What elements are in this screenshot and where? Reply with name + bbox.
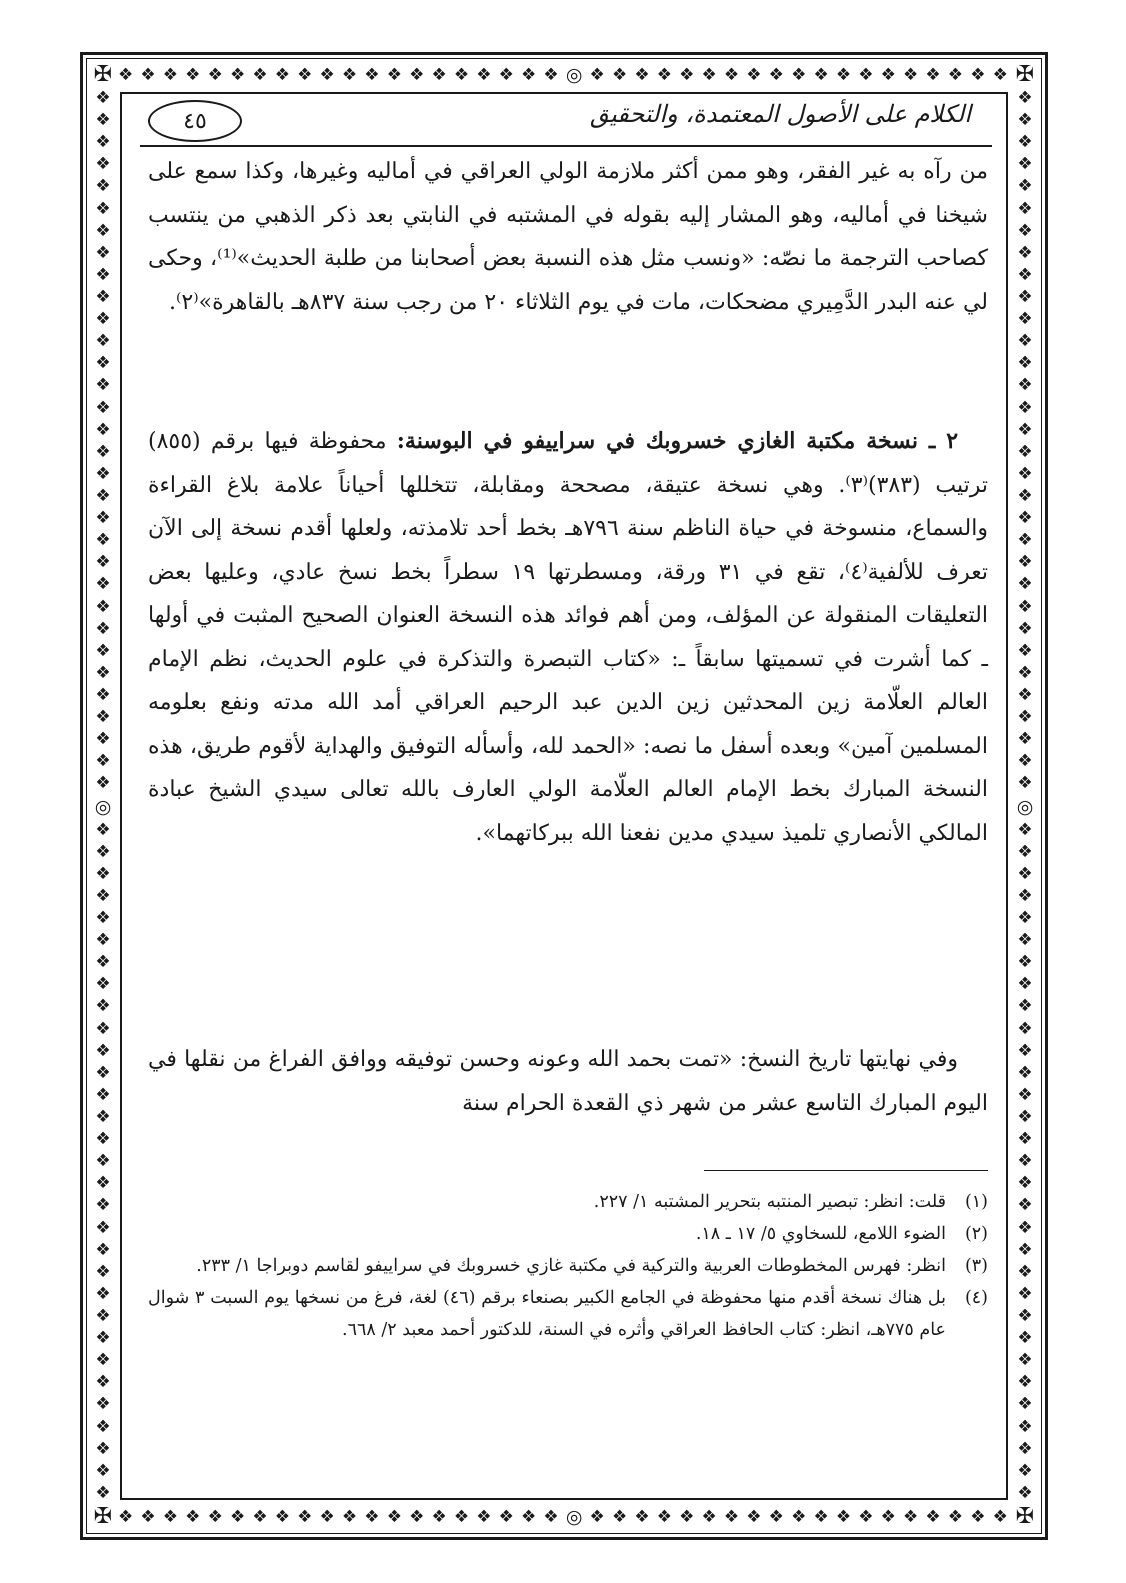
diamond-ornament-icon: ❖ — [297, 64, 313, 85]
diamond-ornament-icon: ❖ — [95, 996, 111, 1017]
diamond-ornament-icon: ❖ — [880, 64, 896, 85]
diamond-ornament-icon: ❖ — [95, 952, 111, 973]
diamond-ornament-icon: ❖ — [1017, 1062, 1033, 1083]
diamond-ornament-icon: ❖ — [1017, 530, 1033, 551]
diamond-ornament-icon: ❖ — [701, 1506, 717, 1527]
diamond-ornament-icon: ❖ — [1017, 1239, 1033, 1260]
diamond-ornament-icon: ❖ — [679, 1506, 695, 1527]
corner-ornament-icon: ✠ — [1015, 62, 1035, 87]
footnote-text: الضوء اللامع، للسخاوي ٥/ ١٧ ـ ١٨. — [695, 1224, 946, 1244]
diamond-ornament-icon: ❖ — [409, 64, 425, 85]
diamond-ornament-icon: ❖ — [1017, 662, 1033, 683]
diamond-ornament-icon: ❖ — [95, 176, 111, 197]
diamond-ornament-icon: ❖ — [185, 1506, 201, 1527]
diamond-ornament-icon: ❖ — [1017, 1261, 1033, 1282]
diamond-ornament-icon: ❖ — [1017, 729, 1033, 750]
diamond-ornament-icon: ❖ — [95, 1084, 111, 1105]
header-rule — [140, 145, 992, 147]
diamond-ornament-icon: ❖ — [1017, 353, 1033, 374]
diamond-ornament-icon: ❖ — [992, 64, 1008, 85]
diamond-ornament-icon: ❖ — [1017, 397, 1033, 418]
section-heading: ٢ ـ نسخة مكتبة الغازي خسروبك في سراييفو في البوسنة: — [396, 428, 959, 454]
diamond-ornament-icon: ❖ — [1017, 242, 1033, 263]
diamond-ornament-icon: ❖ — [476, 1506, 492, 1527]
diamond-ornament-icon: ❖ — [1017, 331, 1033, 352]
footnote-text: قلت: انظر: تبصير المنتبه بتحرير المشتبه ١/ ٢٢٧. — [593, 1192, 946, 1212]
diamond-ornament-icon: ❖ — [1017, 1283, 1033, 1304]
diamond-ornament-icon: ❖ — [791, 64, 807, 85]
footnote-text: انظر: فهرس المخطوطات العربية والتركية في مكتبة غازي خسروبك في سراييفو لقاسم دوبراجا ١/ ٢٣٣. — [196, 1256, 946, 1276]
footnotes — [148, 1186, 988, 1346]
diamond-ornament-icon: ❖ — [498, 1506, 514, 1527]
diamond-ornament-icon: ❖ — [835, 1506, 852, 1527]
diamond-ornament-icon: ❖ — [1017, 1107, 1033, 1128]
diamond-ornament-icon: ❖ — [364, 1506, 380, 1527]
diamond-ornament-icon: ❖ — [835, 64, 852, 85]
diamond-ornament-icon: ❖ — [1017, 1328, 1033, 1349]
diamond-ornament-icon: ❖ — [925, 1506, 941, 1527]
diamond-ornament-icon: ❖ — [95, 1062, 111, 1083]
diamond-ornament-icon: ❖ — [813, 1506, 829, 1527]
diamond-ornament-icon: ❖ — [1017, 1482, 1033, 1502]
ring-ornament-icon: ◎ — [1016, 795, 1034, 818]
ornament-strip-right — [1010, 90, 1040, 1502]
diamond-ornament-icon: ❖ — [1017, 1129, 1033, 1150]
diamond-ornament-icon: ❖ — [95, 1239, 111, 1260]
diamond-ornament-icon: ❖ — [903, 1506, 919, 1527]
diamond-ornament-icon: ❖ — [95, 1283, 111, 1304]
diamond-ornament-icon: ❖ — [589, 1506, 605, 1527]
diamond-ornament-icon: ❖ — [679, 64, 695, 85]
diamond-ornament-icon: ❖ — [1017, 1438, 1033, 1459]
diamond-ornament-icon: ❖ — [319, 64, 335, 85]
diamond-ornament-icon: ❖ — [1017, 1394, 1033, 1415]
main-text — [148, 150, 988, 324]
diamond-ornament-icon: ❖ — [521, 64, 537, 85]
corner-ornament-icon: ✠ — [93, 62, 113, 87]
diamond-ornament-icon: ❖ — [95, 463, 111, 484]
diamond-ornament-icon: ❖ — [95, 1482, 111, 1502]
diamond-ornament-icon: ❖ — [1017, 1018, 1033, 1039]
ring-ornament-icon: ◎ — [94, 795, 112, 818]
diamond-ornament-icon: ❖ — [611, 64, 628, 85]
diamond-ornament-icon: ❖ — [1017, 176, 1033, 197]
diamond-ornament-icon: ❖ — [95, 264, 111, 285]
diamond-ornament-icon: ❖ — [95, 930, 111, 951]
diamond-ornament-icon: ❖ — [1017, 1173, 1033, 1194]
footnote-number: (٣) — [964, 1256, 988, 1276]
footnote-4 — [148, 1282, 988, 1346]
diamond-ornament-icon: ❖ — [229, 1506, 246, 1527]
diamond-ornament-icon: ❖ — [95, 574, 111, 595]
diamond-ornament-icon: ❖ — [252, 1506, 268, 1527]
diamond-ornament-icon: ❖ — [185, 64, 201, 85]
diamond-ornament-icon: ❖ — [1017, 819, 1033, 840]
diamond-ornament-icon: ❖ — [95, 974, 111, 995]
main-text-section-2 — [148, 420, 988, 855]
diamond-ornament-icon: ❖ — [1017, 574, 1033, 595]
diamond-ornament-icon: ❖ — [1017, 996, 1033, 1017]
diamond-ornament-icon: ❖ — [1017, 309, 1033, 330]
diamond-ornament-icon: ❖ — [95, 863, 111, 884]
diamond-ornament-icon: ❖ — [95, 885, 111, 906]
diamond-ornament-icon: ❖ — [95, 508, 111, 529]
diamond-ornament-icon: ❖ — [341, 1506, 358, 1527]
diamond-ornament-icon: ❖ — [1017, 841, 1033, 862]
diamond-ornament-icon: ❖ — [903, 64, 919, 85]
diamond-ornament-icon: ❖ — [947, 64, 964, 85]
diamond-ornament-icon: ❖ — [95, 441, 111, 462]
diamond-ornament-icon: ❖ — [1017, 974, 1033, 995]
diamond-ornament-icon: ❖ — [95, 242, 111, 263]
diamond-ornament-icon: ❖ — [1017, 1217, 1033, 1238]
footnote-number: (٤) — [964, 1288, 988, 1308]
diamond-ornament-icon: ❖ — [95, 1394, 111, 1415]
diamond-ornament-icon: ❖ — [1017, 264, 1033, 285]
diamond-ornament-icon: ❖ — [1017, 640, 1033, 661]
diamond-ornament-icon: ❖ — [95, 485, 111, 506]
corner-ornament-icon: ✠ — [93, 1504, 113, 1529]
diamond-ornament-icon: ❖ — [95, 1217, 111, 1238]
footnote-3 — [148, 1250, 988, 1282]
diamond-ornament-icon: ❖ — [1017, 286, 1033, 307]
diamond-ornament-icon: ❖ — [1017, 1416, 1033, 1437]
diamond-ornament-icon: ❖ — [858, 64, 874, 85]
diamond-ornament-icon: ❖ — [95, 908, 111, 929]
diamond-ornament-icon: ❖ — [1017, 618, 1033, 639]
diamond-ornament-icon: ❖ — [521, 1506, 537, 1527]
diamond-ornament-icon: ❖ — [768, 64, 784, 85]
diamond-ornament-icon: ❖ — [207, 1506, 223, 1527]
diamond-ornament-icon: ❖ — [162, 64, 179, 85]
diamond-ornament-icon: ❖ — [95, 331, 111, 352]
ornament-strip-bottom — [118, 1502, 1008, 1532]
footnote-separator — [704, 1170, 988, 1171]
diamond-ornament-icon: ❖ — [95, 751, 111, 772]
diamond-ornament-icon: ❖ — [1017, 1195, 1033, 1216]
running-head-title: الكلام على الأصول المعتمدة، والتحقيق — [590, 100, 971, 128]
diamond-ornament-icon: ❖ — [409, 1506, 425, 1527]
diamond-ornament-icon: ❖ — [791, 1506, 807, 1527]
diamond-ornament-icon: ❖ — [746, 64, 762, 85]
footnote-text: بل هناك نسخة أقدم منها محفوظة في الجامع الكبير بصنعاء برقم (٤٦) لغة، فرغ من نسخها يوم السبت ٣ شوال عام ٧٧٥هـ، انظر: كتاب الحافظ العراقي وأثره في السنة، للدكتور أحمد معبد ٢/ ٦٦٨. — [148, 1288, 946, 1340]
diamond-ornament-icon: ❖ — [162, 1506, 179, 1527]
diamond-ornament-icon: ❖ — [95, 618, 111, 639]
diamond-ornament-icon: ❖ — [634, 64, 650, 85]
diamond-ornament-icon: ❖ — [95, 773, 111, 794]
diamond-ornament-icon: ❖ — [95, 1416, 111, 1437]
diamond-ornament-icon: ❖ — [95, 1151, 111, 1172]
diamond-ornament-icon: ❖ — [140, 64, 156, 85]
diamond-ornament-icon: ❖ — [1017, 1372, 1033, 1393]
diamond-ornament-icon: ❖ — [1017, 885, 1033, 906]
diamond-ornament-icon: ❖ — [543, 1506, 559, 1527]
diamond-ornament-icon: ❖ — [95, 1129, 111, 1150]
diamond-ornament-icon: ❖ — [229, 64, 246, 85]
diamond-ornament-icon: ❖ — [880, 1506, 896, 1527]
paragraph-3: وفي نهايتها تاريخ النسخ: «تمت بحمد الله وعونه وحسن توفيقه ووافق الفراغ من نقلها في اليوم المبارك التاسع عشر من شهر ذي القعدة الحرام سنة — [148, 1047, 988, 1116]
diamond-ornament-icon: ❖ — [95, 419, 111, 440]
diamond-ornament-icon: ❖ — [589, 64, 605, 85]
diamond-ornament-icon: ❖ — [95, 309, 111, 330]
diamond-ornament-icon: ❖ — [1017, 132, 1033, 153]
diamond-ornament-icon: ❖ — [95, 1438, 111, 1459]
diamond-ornament-icon: ❖ — [634, 1506, 650, 1527]
diamond-ornament-icon: ❖ — [95, 132, 111, 153]
paragraph-1: من رآه به غير الفقر، وهو ممن أكثر ملازمة الولي العراقي في أماليه وغيرها، وكذا سمع على شيخنا في أماليه، وهو المشار إليه بقوله في المشتبه في النابتي بعد ذكر الذهبي من ينتسب كصاحب الترجمة ما نصّه: «ونسب مثل هذه النسبة بعض أصحابنا من طلبة الحديث»⁽¹⁾، وحكى لي عنه البدر الدَّمِيري مضحكات، مات في يوم الثلاثاء ٢٠ من رجب سنة ٨٣٧هـ بالقاهرة»⁽٢⁾. — [148, 159, 988, 315]
diamond-ornament-icon: ❖ — [274, 64, 290, 85]
diamond-ornament-icon: ❖ — [768, 1506, 784, 1527]
diamond-ornament-icon: ❖ — [1017, 220, 1033, 241]
diamond-ornament-icon: ❖ — [386, 64, 402, 85]
diamond-ornament-icon: ❖ — [95, 220, 111, 241]
footnote-1 — [148, 1186, 988, 1218]
diamond-ornament-icon: ❖ — [1017, 952, 1033, 973]
diamond-ornament-icon: ❖ — [95, 375, 111, 396]
diamond-ornament-icon: ❖ — [1017, 684, 1033, 705]
diamond-ornament-icon: ❖ — [95, 662, 111, 683]
diamond-ornament-icon: ❖ — [95, 1195, 111, 1216]
diamond-ornament-icon: ❖ — [1017, 485, 1033, 506]
page-number: ٤٥ — [148, 100, 242, 142]
diamond-ornament-icon: ❖ — [1017, 863, 1033, 884]
ornament-strip-left — [88, 90, 118, 1502]
diamond-ornament-icon: ❖ — [95, 110, 111, 131]
ring-ornament-icon: ◎ — [565, 63, 583, 86]
diamond-ornament-icon: ❖ — [611, 1506, 628, 1527]
main-text-section-3 — [148, 1038, 988, 1125]
diamond-ornament-icon: ❖ — [319, 1506, 335, 1527]
diamond-ornament-icon: ❖ — [1017, 751, 1033, 772]
diamond-ornament-icon: ❖ — [1017, 1306, 1033, 1327]
diamond-ornament-icon: ❖ — [1017, 930, 1033, 951]
diamond-ornament-icon: ❖ — [1017, 707, 1033, 728]
diamond-ornament-icon: ❖ — [970, 64, 986, 85]
diamond-ornament-icon: ❖ — [274, 1506, 290, 1527]
diamond-ornament-icon: ❖ — [95, 1306, 111, 1327]
diamond-ornament-icon: ❖ — [95, 353, 111, 374]
diamond-ornament-icon: ❖ — [95, 1040, 111, 1061]
diamond-ornament-icon: ❖ — [701, 64, 717, 85]
diamond-ornament-icon: ❖ — [723, 1506, 740, 1527]
diamond-ornament-icon: ❖ — [925, 64, 941, 85]
diamond-ornament-icon: ❖ — [1017, 90, 1033, 108]
diamond-ornament-icon: ❖ — [453, 64, 470, 85]
diamond-ornament-icon: ❖ — [95, 707, 111, 728]
diamond-ornament-icon: ❖ — [95, 530, 111, 551]
diamond-ornament-icon: ❖ — [95, 729, 111, 750]
diamond-ornament-icon: ❖ — [656, 64, 672, 85]
diamond-ornament-icon: ❖ — [95, 1460, 111, 1481]
diamond-ornament-icon: ❖ — [297, 1506, 313, 1527]
diamond-ornament-icon: ❖ — [1017, 154, 1033, 175]
paragraph-2 — [148, 420, 988, 855]
diamond-ornament-icon: ❖ — [970, 1506, 986, 1527]
diamond-ornament-icon: ❖ — [95, 1018, 111, 1039]
diamond-ornament-icon: ❖ — [118, 1506, 134, 1527]
diamond-ornament-icon: ❖ — [1017, 110, 1033, 131]
diamond-ornament-icon: ❖ — [1017, 1084, 1033, 1105]
diamond-ornament-icon: ❖ — [1017, 773, 1033, 794]
diamond-ornament-icon: ❖ — [947, 1506, 964, 1527]
diamond-ornament-icon: ❖ — [723, 64, 740, 85]
diamond-ornament-icon: ❖ — [95, 154, 111, 175]
diamond-ornament-icon: ❖ — [1017, 1350, 1033, 1371]
footnote-number: (١) — [964, 1192, 988, 1212]
diamond-ornament-icon: ❖ — [95, 90, 111, 108]
diamond-ornament-icon: ❖ — [1017, 441, 1033, 462]
diamond-ornament-icon: ❖ — [95, 198, 111, 219]
diamond-ornament-icon: ❖ — [1017, 198, 1033, 219]
diamond-ornament-icon: ❖ — [1017, 419, 1033, 440]
diamond-ornament-icon: ❖ — [364, 64, 380, 85]
diamond-ornament-icon: ❖ — [95, 397, 111, 418]
diamond-ornament-icon: ❖ — [95, 640, 111, 661]
diamond-ornament-icon: ❖ — [1017, 463, 1033, 484]
diamond-ornament-icon: ❖ — [118, 64, 134, 85]
diamond-ornament-icon: ❖ — [453, 1506, 470, 1527]
diamond-ornament-icon: ❖ — [1017, 1460, 1033, 1481]
diamond-ornament-icon: ❖ — [95, 596, 111, 617]
diamond-ornament-icon: ❖ — [1017, 552, 1033, 573]
diamond-ornament-icon: ❖ — [431, 1506, 447, 1527]
footnote-2 — [148, 1218, 988, 1250]
diamond-ornament-icon: ❖ — [95, 1261, 111, 1282]
diamond-ornament-icon: ❖ — [252, 64, 268, 85]
diamond-ornament-icon: ❖ — [207, 64, 223, 85]
diamond-ornament-icon: ❖ — [543, 64, 559, 85]
diamond-ornament-icon: ❖ — [746, 1506, 762, 1527]
diamond-ornament-icon: ❖ — [95, 286, 111, 307]
diamond-ornament-icon: ❖ — [1017, 508, 1033, 529]
diamond-ornament-icon: ❖ — [95, 1350, 111, 1371]
diamond-ornament-icon: ❖ — [95, 1372, 111, 1393]
diamond-ornament-icon: ❖ — [431, 64, 447, 85]
diamond-ornament-icon: ❖ — [858, 1506, 874, 1527]
diamond-ornament-icon: ❖ — [992, 1506, 1008, 1527]
diamond-ornament-icon: ❖ — [476, 64, 492, 85]
diamond-ornament-icon: ❖ — [95, 552, 111, 573]
diamond-ornament-icon: ❖ — [95, 841, 111, 862]
diamond-ornament-icon: ❖ — [95, 1328, 111, 1349]
diamond-ornament-icon: ❖ — [813, 64, 829, 85]
ring-ornament-icon: ◎ — [565, 1505, 583, 1528]
diamond-ornament-icon: ❖ — [95, 1107, 111, 1128]
diamond-ornament-icon: ❖ — [341, 64, 358, 85]
diamond-ornament-icon: ❖ — [1017, 596, 1033, 617]
paragraph-2-text: محفوظة فيها برقم (٨٥٥) ترتيب (٣٨٣)⁽٣⁾. وهي نسخة عتيقة، مصححة ومقابلة، تتخللها أحياناً علامة بلاغ القراءة والسماع، منسوخة في حياة الناظم سنة ٧٩٦هـ بخط أحد تلامذته، ولعلها أقدم نسخة إلى الآن تعرف للألفية⁽٤⁾، تقع في ٣١ ورقة، ومسطرتها ١٩ سطراً بخط نسخ عادي، وعليها بعض التعليقات المنقولة عن المؤلف، ومن أهم فوائد هذه النسخة العنوان الصحيح المثبت في أولها ـ كما أشرت في تسميتها سابقاً ـ: «كتاب التبصرة والتذكرة في علوم الحديث، نظم الإمام العالم العلّامة زين المحدثين زين الدين عبد الرحيم العراقي أمد الله مدته ونفع بعلومه المسلمين آمين» وبعده أسفل ما نصه: «الحمد لله، وأسأله التوفيق والهداية لأقوم طريق، هذه النسخة المبارك بخط الإمام العالم العلّامة الولي العارف بالله تعالى سيدي الشيخ عبادة المالكي الأنصاري تلميذ سيدي مدين نفعنا الله ببركاتهما». — [148, 429, 989, 846]
diamond-ornament-icon: ❖ — [1017, 1040, 1033, 1061]
footnote-number: (٢) — [964, 1224, 988, 1244]
diamond-ornament-icon: ❖ — [1017, 908, 1033, 929]
diamond-ornament-icon: ❖ — [1017, 1151, 1033, 1172]
corner-ornament-icon: ✠ — [1015, 1504, 1035, 1529]
diamond-ornament-icon: ❖ — [1017, 375, 1033, 396]
diamond-ornament-icon: ❖ — [386, 1506, 402, 1527]
ornament-strip-top — [118, 60, 1008, 90]
diamond-ornament-icon: ❖ — [95, 684, 111, 705]
diamond-ornament-icon: ❖ — [140, 1506, 156, 1527]
diamond-ornament-icon: ❖ — [656, 1506, 672, 1527]
diamond-ornament-icon: ❖ — [95, 819, 111, 840]
diamond-ornament-icon: ❖ — [498, 64, 514, 85]
diamond-ornament-icon: ❖ — [95, 1173, 111, 1194]
